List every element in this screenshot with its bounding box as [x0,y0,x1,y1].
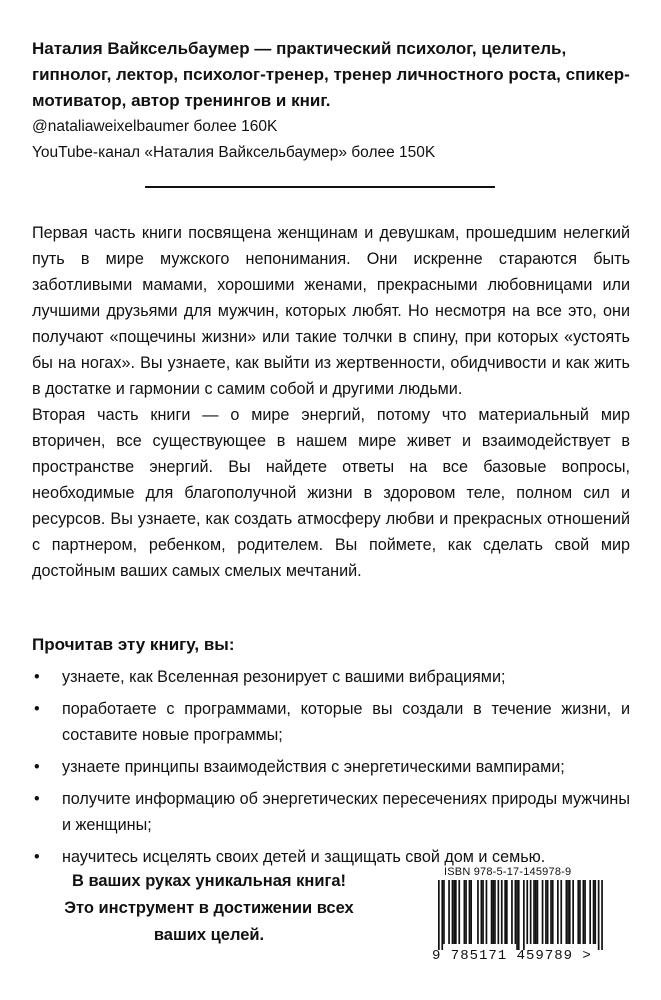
book-description [32,220,630,584]
tagline-block [34,868,384,949]
list-item [32,754,630,780]
benefits-list [32,664,630,876]
list-item-text: узнаете принципы взаимодействия с энергетическими вампирами; [62,758,565,776]
barcode-digits: 9 785171 459789 > [432,948,592,964]
bullet-icon: • [34,848,40,866]
bullet-icon: • [34,700,40,718]
list-item-text: получите информацию об энергетических пересечениях природы мужчины и женщины; [62,790,630,834]
list-item-text: поработаете с программами, которые вы создали в течение жизни, и составите новые программы; [62,700,630,744]
bullet-icon: • [34,758,40,776]
benefits-title: Прочитав эту книгу, вы: [32,635,235,654]
list-item-text: научитесь исцелять своих детей и защищать свой дом и семью. [62,848,546,866]
isbn-barcode [432,866,622,966]
list-item [32,664,630,690]
list-item [32,696,630,748]
description-paragraph-2: Вторая часть книги — о мире энергий, потому что материальный мир вторичен, все существующее в нашем мире живет и взаимодействует в пространстве энергий. Вы найдете ответы на все базовые вопросы, необходимые для благополучной жизни в здоровом теле, полном сил и ресурсов. Вы узнаете, как создать атмосферу любви и прекрасных отношений с партнером, ребенком, родителем. Вы поймете, как сделать свой мир достойным ваших самых смелых мечтаний. [32,406,630,580]
tagline-line-2: Это инструмент в достижении всех [64,899,354,917]
bullet-icon: • [34,790,40,808]
list-item-text: узнаете, как Вселенная резонирует с вашими вибрациями; [62,668,506,686]
isbn-label: ISBN 978-5-17-145978-9 [444,866,572,878]
description-paragraph-1: Первая часть книги посвящена женщинам и девушкам, прошедшим нелегкий путь в мире мужского непонимания. Они искренне стараются быть заботливыми мамами, хорошими женами, прекрасными любовницами или лучшими друзьями для мужчин, которых любят. Но несмотря на все это, они получают «пощечины жизни» или такие толчки в спину, при которых «устоять бы на ногах». Вы узнаете, как выйти из жертвенности, обидчивости и как жить в достатке и гармонии с самим собой и другими людьми. [32,224,630,398]
divider-rule [145,186,495,188]
author-bio-block [32,36,632,166]
list-item [32,786,630,838]
author-instagram: @nataliaweixelbaumer более 160K [32,118,278,135]
tagline-line-1: В ваших руках уникальная книга! [71,872,347,890]
author-bio: Наталия Вайксельбаумер — практический психолог, целитель, гипнолог, лектор, психолог-тренер, тренер личностного роста, спикер-мотиватор, автор тренингов и книг. [32,39,630,110]
bullet-icon: • [34,668,40,686]
barcode-icon [432,880,607,950]
author-youtube: YouTube-канал «Наталия Вайксельбаумер» более 150K [32,144,436,161]
tagline-line-3: ваших целей. [153,926,265,944]
